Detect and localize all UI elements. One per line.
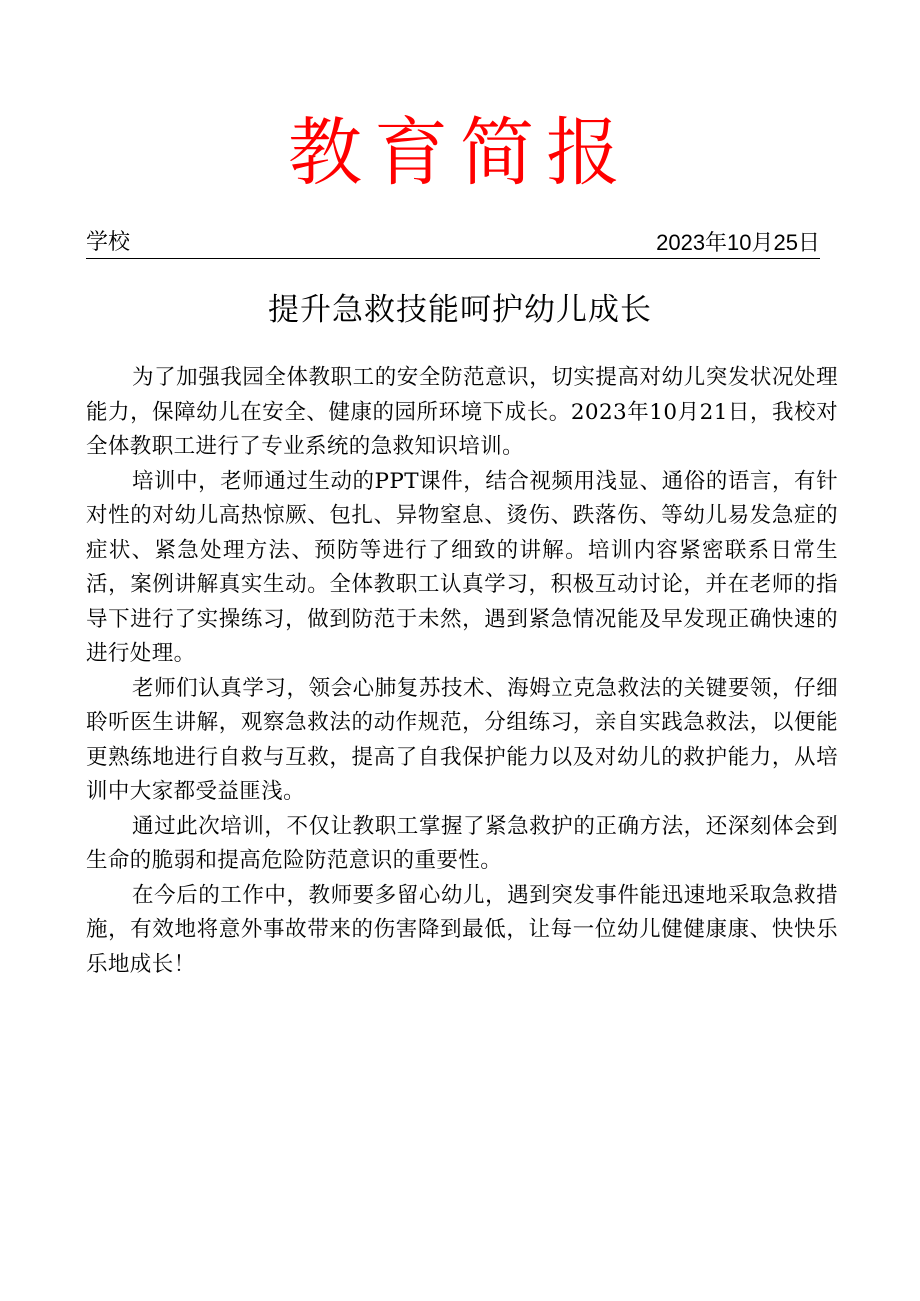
issue-date: 2023年10月25日 xyxy=(656,230,820,255)
article-title: 提升急救技能呵护幼儿成长 xyxy=(268,292,652,328)
paragraph: 在今后的工作中，教师要多留心幼儿，遇到突发事件能迅速地采取急救措施，有效地将意外事故带来的伤害降到最低，让每一位幼儿健健康康、快快乐乐地成长！ xyxy=(86,882,838,977)
paragraph: 老师们认真学习，领会心肺复苏技术、海姆立克急救法的关键要领，仔细聆听医生讲解，观察急救法的动作规范，分组练习，亲自实践急救法，以便能更熟练地进行自救与互救，提高了自我保护能力以及对幼儿的救护能力，从培训中大家都受益匪浅。 xyxy=(86,675,838,804)
paragraph: 培训中，老师通过生动的PPT课件，结合视频用浅显、通俗的语言，有针对性的对幼儿高热惊厥、包扎、异物窒息、烫伤、跌落伤、等幼儿易发急症的症状、紧急处理方法、预防等进行了细致的讲解。培训内容紧密联系日常生活，案例讲解真实生动。全体教职工认真学习，积极互动讨论，并在老师的指导下进行了实操练习，做到防范于未然，遇到紧急情况能及早发现正确快速的进行处理。 xyxy=(86,468,838,666)
paragraph: 为了加强我园全体教职工的安全防范意识，切实提高对幼儿突发状况处理能力，保障幼儿在安全、健康的园所环境下成长。2023年10月21日，我校对全体教职工进行了专业系统的急救知识培训。 xyxy=(86,365,838,459)
meta-line xyxy=(86,228,820,259)
article-body xyxy=(86,361,838,982)
paragraph: 通过此次培训，不仅让教职工掌握了紧急救护的正确方法，还深刻体会到生命的脆弱和提高危险防范意识的重要性。 xyxy=(86,813,838,873)
school-label: 学校 xyxy=(86,230,131,255)
masthead-title: 教育简报 xyxy=(288,110,632,196)
